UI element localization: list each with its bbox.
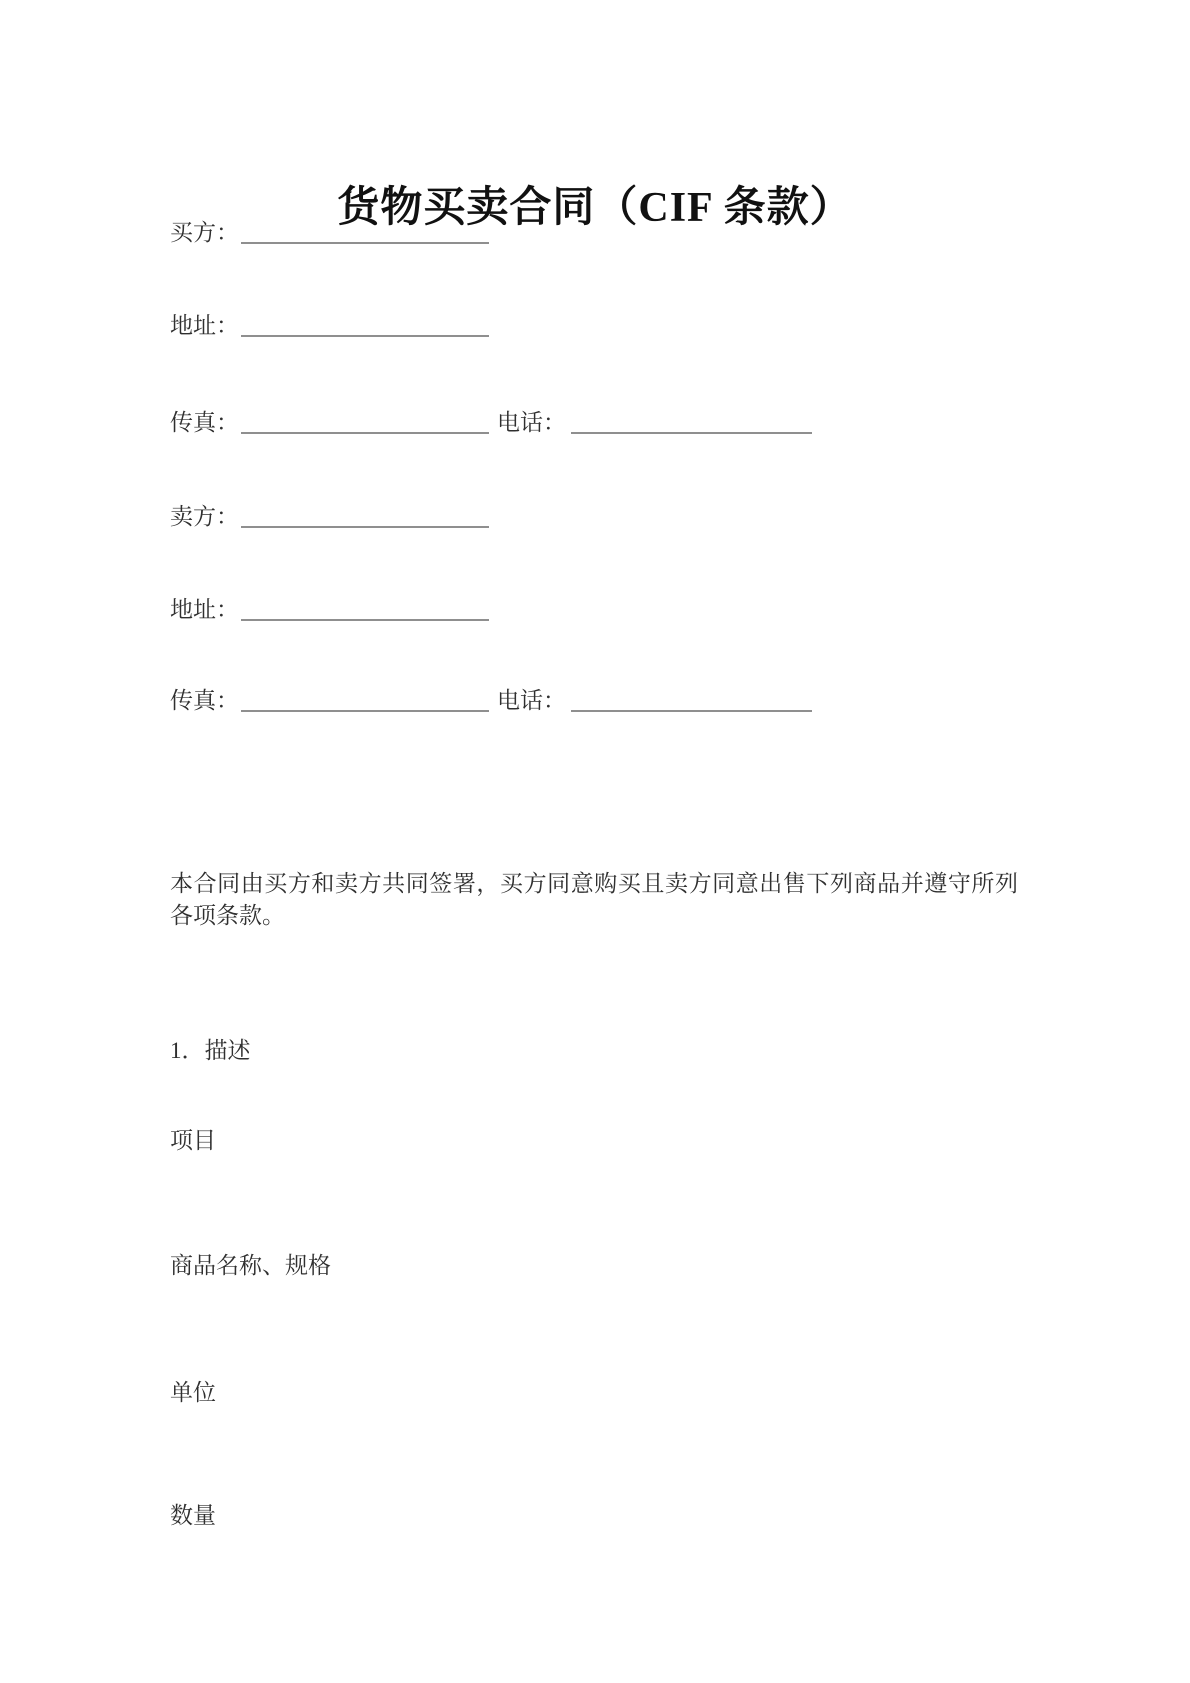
buyer-phone-label: 电话： [497, 410, 566, 435]
contract-title: 货物买卖合同（CIF 条款） [337, 185, 853, 232]
section1-item-unit: 单位 [170, 1380, 216, 1405]
seller-row [170, 503, 489, 531]
seller-label: 卖方： [170, 504, 239, 529]
buyer-row [170, 219, 489, 247]
buyer-blank-field[interactable] [241, 238, 489, 244]
buyer-fax-phone-row [170, 409, 812, 437]
buyer-address-label: 地址： [170, 313, 239, 338]
seller-fax-blank-field[interactable] [241, 706, 489, 712]
seller-address-row [170, 596, 489, 624]
buyer-label: 买方： [170, 220, 239, 245]
section1-item-project: 项目 [170, 1128, 216, 1153]
buyer-fax-label: 传真： [170, 410, 239, 435]
intro-paragraph: 本合同由买方和卖方共同签署，买方同意购买且卖方同意出售下列商品并遵守所列各项条款。 [170, 871, 1018, 928]
seller-fax-phone-row [170, 687, 812, 715]
seller-address-blank-field[interactable] [241, 615, 489, 621]
buyer-fax-blank-field[interactable] [241, 428, 489, 434]
section1-item-commodity-name-spec: 商品名称、规格 [170, 1253, 331, 1278]
buyer-address-row [170, 312, 489, 340]
seller-address-label: 地址： [170, 597, 239, 622]
seller-blank-field[interactable] [241, 522, 489, 528]
buyer-address-blank-field[interactable] [241, 331, 489, 337]
section1-item-quantity: 数量 [170, 1503, 216, 1528]
seller-fax-label: 传真： [170, 688, 239, 713]
seller-phone-blank-field[interactable] [571, 706, 812, 712]
section1-heading: 1．描述 [170, 1038, 251, 1063]
seller-phone-label: 电话： [497, 688, 566, 713]
buyer-phone-blank-field[interactable] [571, 428, 812, 434]
